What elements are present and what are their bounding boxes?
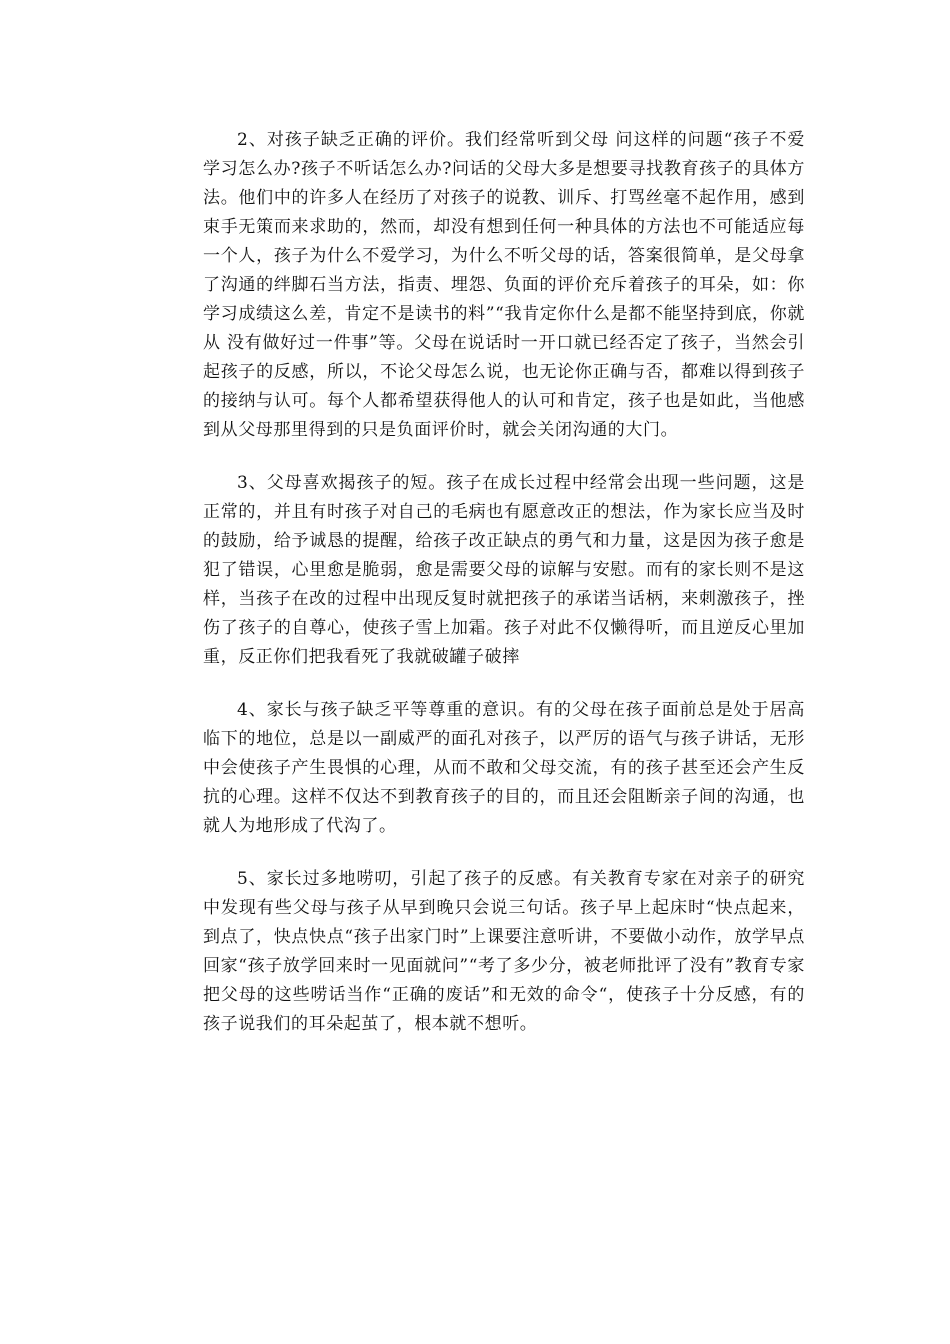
- document-body: [203, 126, 805, 1063]
- paragraph-2: 2、对孩子缺乏正确的评价。我们经常听到父母 问这样的问题“孩子不爱学习怎么办?孩子不听话怎么办?问话的父母大多是想要寻找教育孩子的具体方法。他们中的许多人在经历了对孩子的说教、训斥、打骂丝毫不起作用，感到束手无策而来求助的，然而，却没有想到任何一种具体的方法也不可能适应每一个人，孩子为什么不爱学习，为什么不听父母的话，答案很简单，是父母拿了沟通的绊脚石当方法，指责、埋怨、负面的评价充斥着孩子的耳朵，如：你学习成绩这么差，肯定不是读书的料”“我肯定你什么是都不能坚持到底，你就从 没有做好过一件事”等。父母在说话时一开口就已经否定了孩子，当然会引起孩子的反感，所以，不论父母怎么说，也无论你正确与否，都难以得到孩子的接纳与认可。每个人都希望获得他人的认可和肯定，孩子也是如此，当他感到从父母那里得到的只是负面评价时，就会关闭沟通的大门。: [203, 130, 805, 440]
- paragraph-4: 4、家长与孩子缺乏平等尊重的意识。有的父母在孩子面前总是处于居高临下的地位，总是以一副威严的面孔对孩子，以严厉的语气与孩子讲话，无形中会使孩子产生畏惧的心理，从而不敢和父母交流，有的孩子甚至还会产生反抗的心理。这样不仅达不到教育孩子的目的，而且还会阻断亲子间的沟通，也就人为地形成了代沟了。: [203, 700, 805, 836]
- paragraph-3: 3、父母喜欢揭孩子的短。孩子在成长过程中经常会出现一些问题，这是正常的，并且有时孩子对自己的毛病也有愿意改正的想法，作为家长应当及时的鼓励，给予诚恳的提醒，给孩子改正缺点的勇气和力量，这是因为孩子愈是犯了错误，心里愈是脆弱，愈是需要父母的谅解与安慰。而有的家长则不是这样，当孩子在改的过程中出现反复时就把孩子的承诺当话柄，来刺激孩子，挫伤了孩子的自尊心，使孩子雪上加霜。孩子对此不仅懒得听，而且逆反心里加重，反正你们把我看死了我就破罐子破摔: [203, 473, 805, 667]
- paragraph-5: 5、家长过多地唠叨，引起了孩子的反感。有关教育专家在对亲子的研究中发现有些父母与孩子从早到晚只会说三句话。孩子早上起床时“快点起来，到点了，快点快点“孩子出家门时”上课要注意听讲，不要做小动作，放学早点回家“孩子放学回来时一见面就问”“考了多少分，被老师批评了没有”教育专家把父母的这些唠话当作“正确的废话”和无效的命令“，使孩子十分反感，有的孩子说我们的耳朵起茧了，根本就不想听。: [203, 869, 805, 1034]
